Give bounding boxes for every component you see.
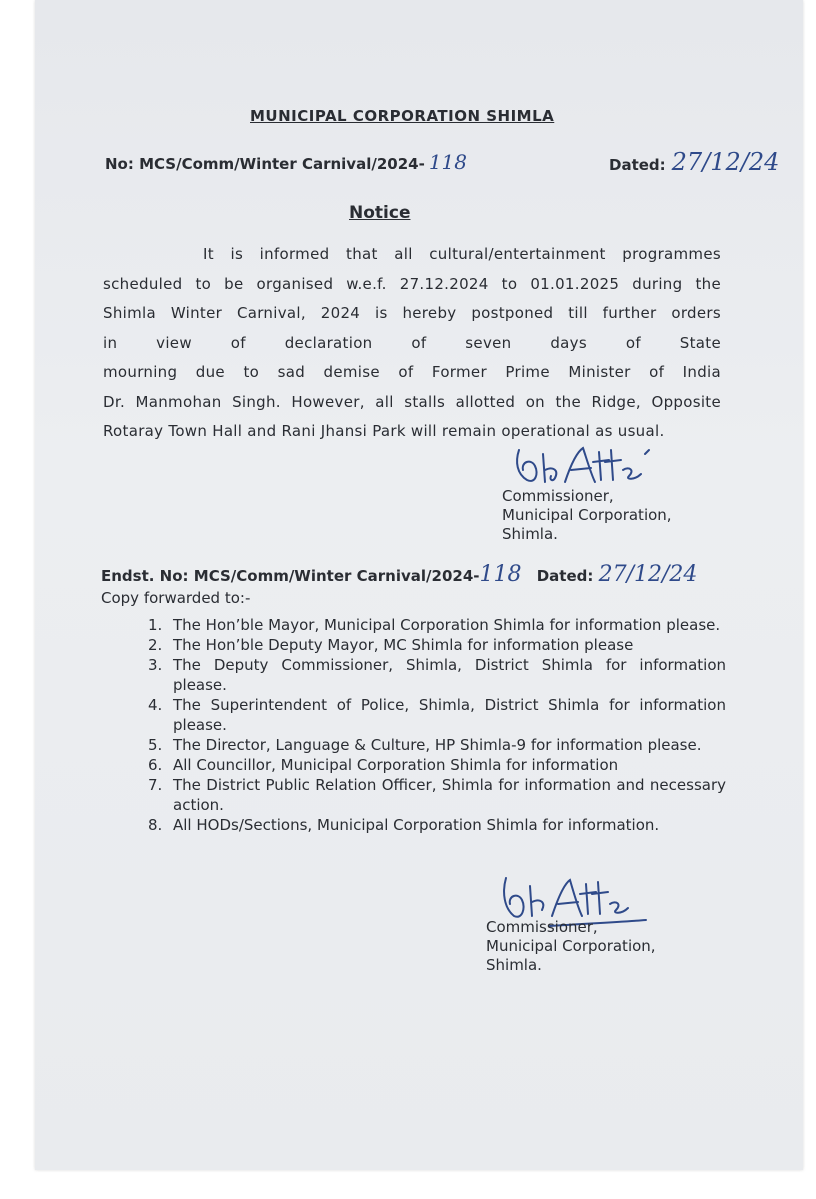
recipient-list xyxy=(148,615,726,835)
endorsement-label: Endst. No: MCS/Comm/Winter Carnival/2024- xyxy=(101,567,480,585)
notice-line: It is informed that all cultural/entertainment programmes xyxy=(203,245,721,263)
endorsement-line xyxy=(101,562,697,587)
reference-number xyxy=(105,150,467,174)
list-item: 6. All Councillor, Municipal Corporation Shimla for information xyxy=(148,756,619,774)
dated-label: Dated: xyxy=(609,156,666,174)
list-item: 4. The Superintendent of Police, Shimla, District Shimla for information please. xyxy=(148,696,726,734)
signatory-title: Commissioner, xyxy=(502,487,614,505)
notice-date xyxy=(609,148,779,176)
list-item: 3. The Deputy Commissioner, Shimla, District Shimla for information please. xyxy=(148,656,726,694)
notice-line: Rotaray Town Hall and Rani Jhansi Park will remain operational as usual. xyxy=(103,422,665,440)
list-item: 2. The Hon’ble Deputy Mayor, MC Shimla for information please xyxy=(148,636,634,654)
org-title: MUNICIPAL CORPORATION SHIMLA xyxy=(250,107,555,125)
notice-line: Dr. Manmohan Singh. However, all stalls allotted on the Ridge, Opposite xyxy=(103,392,721,411)
signatory-city: Shimla. xyxy=(502,525,558,543)
signatory-city: Shimla. xyxy=(486,956,542,974)
list-item: 8. All HODs/Sections, Municipal Corporation Shimla for information. xyxy=(148,816,660,834)
signature-block xyxy=(502,487,672,544)
dated-handwritten-value: 27/12/24 xyxy=(671,148,780,176)
reference-handwritten-number: 118 xyxy=(428,150,467,174)
notice-heading: Notice xyxy=(349,203,411,223)
list-item: 5. The Director, Language & Culture, HP Shimla-9 for information please. xyxy=(148,736,702,754)
notice-line: scheduled to be organised w.e.f. 27.12.2024 to 01.01.2025 during the xyxy=(103,274,721,293)
endorsement-handwritten-date: 27/12/24 xyxy=(598,562,698,587)
signatory-office: Municipal Corporation, xyxy=(502,506,672,524)
list-item: 7. The District Public Relation Officer, Shimla for information and necessary action. xyxy=(148,776,726,814)
document-page xyxy=(35,0,803,1170)
endorsement-dated-label: Dated: xyxy=(536,567,594,585)
notice-line: mourning due to sad demise of Former Prime Minister of India xyxy=(103,363,721,381)
signature-block-2 xyxy=(486,918,656,975)
endorsement-handwritten-number: 118 xyxy=(479,562,522,587)
notice-line: in view of declaration of seven days of State xyxy=(103,333,721,352)
list-item: 1. The Hon’ble Mayor, Municipal Corporation Shimla for information please. xyxy=(148,616,721,634)
notice-line: Shimla Winter Carnival, 2024 is hereby postponed till further orders xyxy=(103,304,721,322)
signatory-office: Municipal Corporation, xyxy=(486,937,656,955)
notice-body xyxy=(103,240,721,447)
commissioner-signature xyxy=(505,440,665,490)
copy-forwarded-label: Copy forwarded to:- xyxy=(101,589,251,607)
signatory-title: Commissioner, xyxy=(486,918,598,936)
reference-label: No: MCS/Comm/Winter Carnival/2024- xyxy=(105,155,425,173)
